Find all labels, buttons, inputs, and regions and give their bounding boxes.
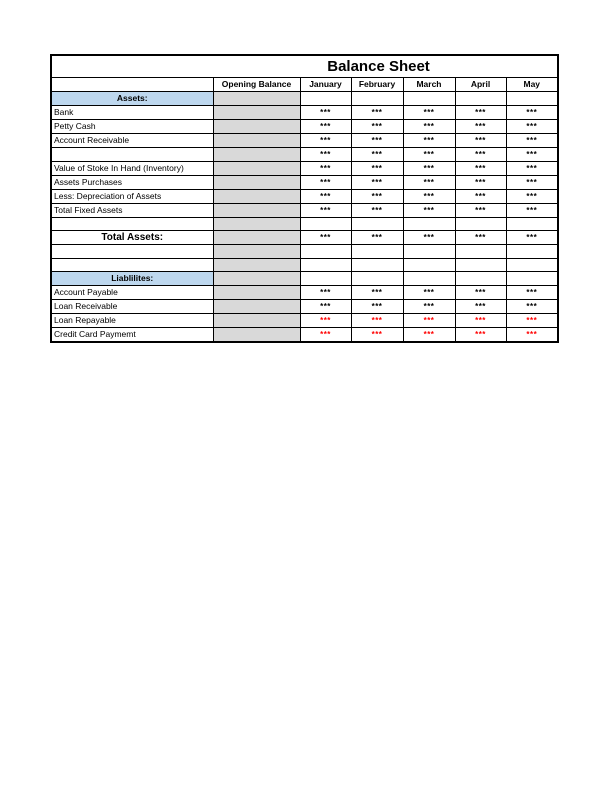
value-cell[interactable]: *** [351, 314, 403, 328]
table-row [51, 133, 558, 147]
value-cell[interactable]: *** [351, 231, 403, 245]
value-cell[interactable] [351, 217, 403, 231]
value-cell[interactable] [300, 258, 351, 272]
value-cell[interactable]: *** [351, 300, 403, 314]
row-label[interactable]: Account Payable [51, 286, 213, 300]
balance-sheet-table [50, 54, 559, 343]
value-cell[interactable]: *** [455, 133, 506, 147]
value-cell[interactable]: *** [403, 328, 455, 343]
value-cell[interactable]: *** [455, 175, 506, 189]
opening-balance-cell[interactable] [213, 272, 300, 286]
value-cell[interactable] [455, 245, 506, 259]
value-cell[interactable]: *** [351, 147, 403, 161]
opening-balance-cell[interactable] [213, 147, 300, 161]
value-cell[interactable] [403, 272, 455, 286]
table-row [51, 175, 558, 189]
value-cell[interactable]: *** [403, 133, 455, 147]
value-cell[interactable]: *** [403, 105, 455, 119]
header-february: February [351, 77, 403, 91]
value-cell[interactable] [403, 245, 455, 259]
value-cell[interactable]: *** [300, 314, 351, 328]
value-cell[interactable]: *** [351, 203, 403, 217]
value-cell[interactable]: *** [300, 328, 351, 343]
value-cell[interactable]: *** [455, 105, 506, 119]
value-cell[interactable]: *** [403, 119, 455, 133]
row-label[interactable] [51, 147, 213, 161]
table-row [51, 328, 558, 343]
table-row [51, 231, 558, 245]
opening-balance-cell[interactable] [213, 328, 300, 343]
table-row [51, 105, 558, 119]
value-cell[interactable]: *** [506, 300, 558, 314]
sheet-title: Balance Sheet [51, 55, 558, 77]
value-cell[interactable]: *** [300, 300, 351, 314]
header-march: March [403, 77, 455, 91]
value-cell[interactable]: *** [506, 161, 558, 175]
value-cell[interactable] [300, 91, 351, 105]
value-cell[interactable]: *** [300, 189, 351, 203]
value-cell[interactable]: *** [403, 189, 455, 203]
row-label[interactable]: Credit Card Paymemt [51, 328, 213, 343]
table-row [51, 245, 558, 259]
header-january: January [300, 77, 351, 91]
value-cell[interactable] [455, 91, 506, 105]
table-row [51, 147, 558, 161]
value-cell[interactable]: *** [506, 286, 558, 300]
value-cell[interactable]: *** [300, 161, 351, 175]
opening-balance-cell[interactable] [213, 105, 300, 119]
opening-balance-cell[interactable] [213, 300, 300, 314]
value-cell[interactable]: *** [403, 300, 455, 314]
row-label[interactable] [51, 245, 213, 259]
value-cell[interactable]: *** [351, 175, 403, 189]
value-cell[interactable] [455, 217, 506, 231]
total-label[interactable]: Total Assets: [51, 231, 213, 245]
value-cell[interactable]: *** [455, 147, 506, 161]
value-cell[interactable]: *** [403, 175, 455, 189]
table-row [51, 258, 558, 272]
table-row [51, 161, 558, 175]
opening-balance-cell[interactable] [213, 314, 300, 328]
value-cell[interactable]: *** [351, 328, 403, 343]
header-blank-cell [51, 77, 213, 91]
row-label[interactable]: Petty Cash [51, 119, 213, 133]
value-cell[interactable] [403, 91, 455, 105]
value-cell[interactable]: *** [300, 203, 351, 217]
value-cell[interactable]: *** [351, 119, 403, 133]
value-cell[interactable]: *** [506, 175, 558, 189]
value-cell[interactable]: *** [351, 286, 403, 300]
value-cell[interactable]: *** [506, 328, 558, 343]
value-cell[interactable] [506, 91, 558, 105]
row-label[interactable]: Bank [51, 105, 213, 119]
value-cell[interactable]: *** [455, 300, 506, 314]
table-row [51, 91, 558, 105]
value-cell[interactable]: *** [403, 203, 455, 217]
value-cell[interactable]: *** [455, 189, 506, 203]
value-cell[interactable]: *** [506, 119, 558, 133]
value-cell[interactable]: *** [300, 286, 351, 300]
section-label[interactable]: Assets: [51, 91, 213, 105]
value-cell[interactable]: *** [300, 105, 351, 119]
value-cell[interactable] [506, 217, 558, 231]
value-cell[interactable]: *** [506, 314, 558, 328]
value-cell[interactable] [506, 258, 558, 272]
value-cell[interactable] [351, 245, 403, 259]
row-label[interactable]: Assets Purchases [51, 175, 213, 189]
table-row [51, 300, 558, 314]
value-cell[interactable]: *** [506, 147, 558, 161]
value-cell[interactable]: *** [300, 119, 351, 133]
value-cell[interactable]: *** [351, 189, 403, 203]
value-cell[interactable] [351, 272, 403, 286]
opening-balance-cell[interactable] [213, 189, 300, 203]
row-label[interactable]: Loan Repayable [51, 314, 213, 328]
value-cell[interactable]: *** [403, 161, 455, 175]
value-cell[interactable]: *** [403, 147, 455, 161]
value-cell[interactable]: *** [506, 105, 558, 119]
value-cell[interactable] [300, 272, 351, 286]
header-april: April [455, 77, 506, 91]
value-cell[interactable]: *** [403, 314, 455, 328]
value-cell[interactable] [506, 272, 558, 286]
value-cell[interactable] [403, 258, 455, 272]
row-label[interactable]: Less: Depreciation of Assets [51, 189, 213, 203]
value-cell[interactable] [506, 245, 558, 259]
value-cell[interactable]: *** [403, 286, 455, 300]
opening-balance-cell[interactable] [213, 175, 300, 189]
opening-balance-cell[interactable] [213, 258, 300, 272]
header-may: May [506, 77, 558, 91]
table-row [51, 314, 558, 328]
opening-balance-cell[interactable] [213, 231, 300, 245]
section-label[interactable]: Liablilites: [51, 272, 213, 286]
opening-balance-cell[interactable] [213, 203, 300, 217]
value-cell[interactable]: *** [403, 231, 455, 245]
value-cell[interactable]: *** [300, 175, 351, 189]
value-cell[interactable]: *** [351, 133, 403, 147]
opening-balance-cell[interactable] [213, 119, 300, 133]
header-opening-balance: Opening Balance [213, 77, 300, 91]
row-label[interactable]: Total Fixed Assets [51, 203, 213, 217]
table-row [51, 286, 558, 300]
table-row [51, 217, 558, 231]
row-label[interactable]: Account Receivable [51, 133, 213, 147]
value-cell[interactable]: *** [455, 161, 506, 175]
opening-balance-cell[interactable] [213, 286, 300, 300]
table-row [51, 203, 558, 217]
table-row [51, 272, 558, 286]
value-cell[interactable]: *** [506, 189, 558, 203]
value-cell[interactable]: *** [351, 161, 403, 175]
opening-balance-cell[interactable] [213, 217, 300, 231]
value-cell[interactable] [403, 217, 455, 231]
value-cell[interactable] [455, 258, 506, 272]
value-cell[interactable]: *** [300, 147, 351, 161]
value-cell[interactable]: *** [455, 328, 506, 343]
opening-balance-cell[interactable] [213, 133, 300, 147]
opening-balance-cell[interactable] [213, 161, 300, 175]
value-cell[interactable]: *** [506, 231, 558, 245]
value-cell[interactable] [300, 245, 351, 259]
opening-balance-cell[interactable] [213, 245, 300, 259]
value-cell[interactable] [300, 217, 351, 231]
table-row [51, 189, 558, 203]
opening-balance-cell[interactable] [213, 91, 300, 105]
value-cell[interactable] [351, 91, 403, 105]
value-cell[interactable]: *** [300, 231, 351, 245]
value-cell[interactable]: *** [455, 119, 506, 133]
value-cell[interactable]: *** [455, 314, 506, 328]
value-cell[interactable]: *** [506, 133, 558, 147]
value-cell[interactable] [455, 272, 506, 286]
row-label[interactable]: Value of Stoke In Hand (Inventory) [51, 161, 213, 175]
row-label[interactable] [51, 217, 213, 231]
value-cell[interactable]: *** [455, 231, 506, 245]
value-cell[interactable]: *** [506, 203, 558, 217]
value-cell[interactable] [351, 258, 403, 272]
value-cell[interactable]: *** [455, 286, 506, 300]
value-cell[interactable]: *** [455, 203, 506, 217]
value-cell[interactable]: *** [300, 133, 351, 147]
row-label[interactable]: Loan Receivable [51, 300, 213, 314]
table-row [51, 119, 558, 133]
value-cell[interactable]: *** [351, 105, 403, 119]
row-label[interactable] [51, 258, 213, 272]
